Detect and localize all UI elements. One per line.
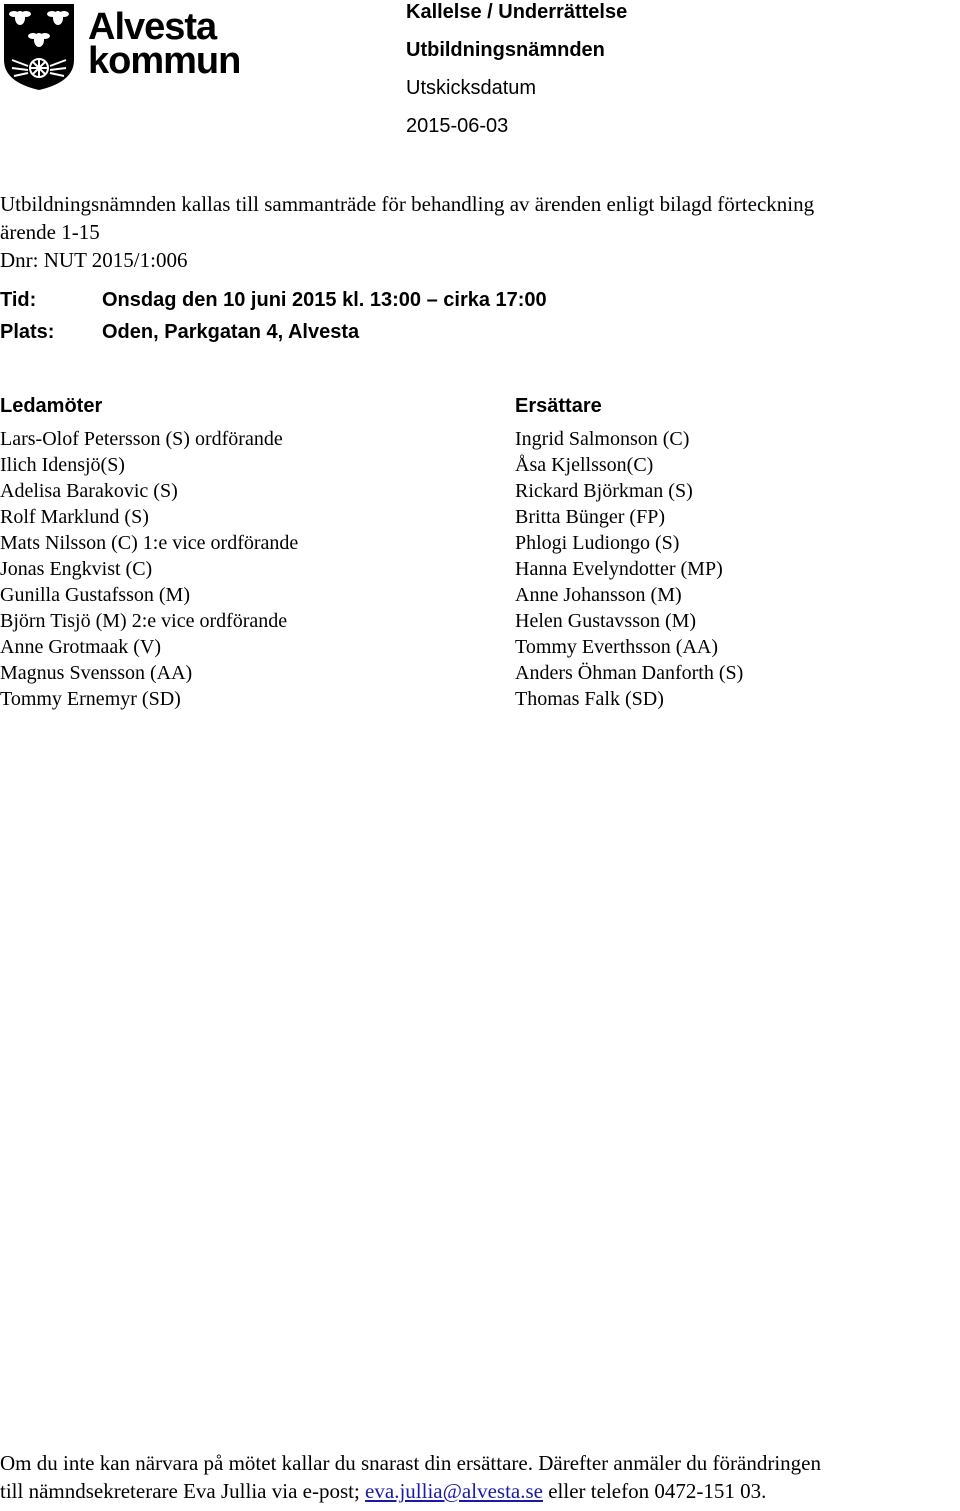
member-item: Tommy Ernemyr (SD) [0, 688, 181, 710]
substitute-item: Hanna Evelyndotter (MP) [515, 558, 723, 580]
substitute-item: Anders Öhman Danforth (S) [515, 662, 744, 684]
substitutes-list [515, 426, 743, 712]
meeting-time [0, 287, 547, 313]
committee-name: Utbildningsnämnden [406, 39, 605, 61]
substitute-item: Åsa Kjellsson(C) [515, 454, 654, 476]
email-link[interactable]: eva.jullia@alvesta.se [365, 1479, 543, 1503]
footer-line-2-prefix: till nämndsekreterare Eva Jullia via e-post; [0, 1479, 366, 1503]
intro-line-2: ärende 1-15 [0, 220, 100, 244]
member-item: Mats Nilsson (C) 1:e vice ordförande [0, 532, 299, 554]
footer-line-1: Om du inte kan närvara på mötet kallar du snarast din ersättare. Därefter anmäler du förändringen [0, 1451, 821, 1475]
place-value: Oden, Parkgatan 4, Alvesta [102, 321, 360, 343]
intro-line-1: Utbildningsnämnden kallas till sammanträde för behandling av ärenden enligt bilagd förteckning [0, 192, 815, 216]
substitute-item: Anne Johansson (M) [515, 584, 682, 606]
member-item: Rolf Marklund (S) [0, 506, 149, 528]
alvesta-kommun-logo [0, 0, 250, 95]
logo-text-alvesta: Alvesta [88, 6, 217, 48]
document-type: Kallelse / Underrättelse [406, 1, 628, 23]
municipal-crest-icon [2, 2, 76, 92]
members-list [0, 426, 298, 712]
member-item: Gunilla Gustafsson (M) [0, 584, 190, 606]
substitute-item: Rickard Björkman (S) [515, 480, 693, 502]
member-item: Ilich Idensjö(S) [0, 454, 125, 476]
sent-date-label: Utskicksdatum [406, 77, 537, 99]
member-item: Anne Grotmaak (V) [0, 636, 162, 658]
meeting-place [0, 319, 359, 345]
place-label: Plats: [0, 321, 55, 343]
time-label: Tid: [0, 289, 37, 311]
logo-text-kommun: kommun [88, 40, 241, 82]
time-value: Onsdag den 10 juni 2015 kl. 13:00 – cirka 17:00 [102, 289, 547, 311]
member-item: Adelisa Barakovic (S) [0, 480, 178, 502]
footer-note [0, 1449, 960, 1505]
member-item: Magnus Svensson (AA) [0, 662, 193, 684]
substitutes-heading: Ersättare [515, 395, 602, 417]
footer-line-2 [0, 1477, 960, 1505]
substitute-item: Helen Gustavsson (M) [515, 610, 697, 632]
case-number: Dnr: NUT 2015/1:006 [0, 248, 188, 272]
member-item: Lars-Olof Petersson (S) ordförande [0, 428, 283, 450]
member-item: Jonas Engkvist (C) [0, 558, 153, 580]
footer-line-2-suffix: eller telefon 0472-151 03. [542, 1479, 767, 1503]
substitute-item: Thomas Falk (SD) [515, 688, 664, 710]
members-heading: Ledamöter [0, 395, 103, 417]
sent-date: 2015-06-03 [406, 115, 509, 137]
substitute-item: Britta Bünger (FP) [515, 506, 665, 528]
substitute-item: Ingrid Salmonson (C) [515, 428, 690, 450]
substitute-item: Tommy Everthsson (AA) [515, 636, 719, 658]
member-item: Björn Tisjö (M) 2:e vice ordförande [0, 610, 288, 632]
substitute-item: Phlogi Ludiongo (S) [515, 532, 680, 554]
